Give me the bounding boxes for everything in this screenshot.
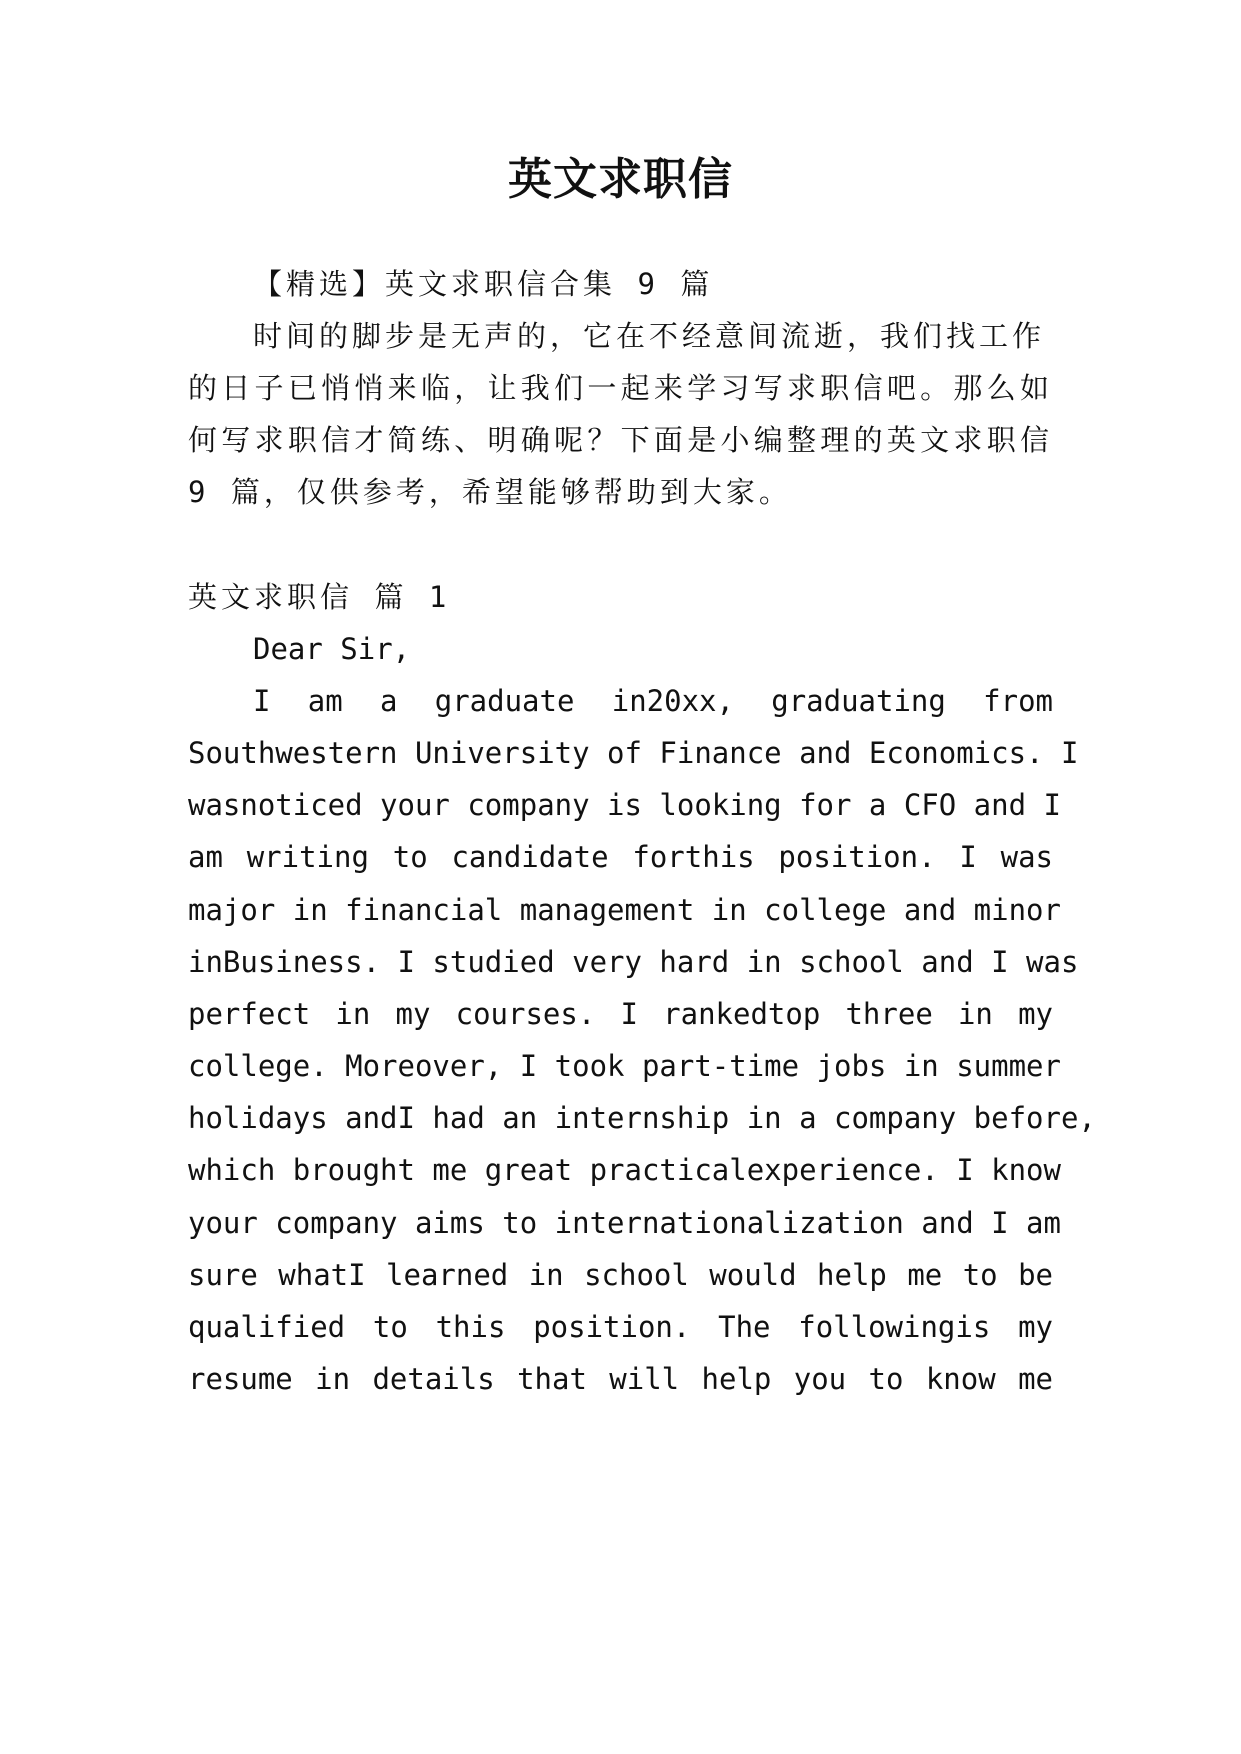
intro-line: 时间的脚步是无声的，它在不经意间流逝，我们找工作 bbox=[253, 319, 1046, 353]
letter-line: sure whatI learned in school would help me to be bbox=[188, 1258, 1053, 1292]
letter-line: your company aims to internationalization and I am bbox=[188, 1206, 1061, 1240]
letter-line: holidays andI had an internship in a company before, bbox=[188, 1101, 1096, 1135]
section-title: 英文求职信 篇 1 bbox=[188, 580, 451, 614]
letter-line: qualified to this position. The followingis my bbox=[188, 1310, 1053, 1344]
letter-line: Southwestern University of Finance and Economics. I bbox=[188, 736, 1079, 770]
letter-line: inBusiness. I studied very hard in school and I was bbox=[188, 945, 1079, 979]
intro-line: 何写求职信才简练、明确呢？下面是小编整理的英文求职信 bbox=[188, 423, 1053, 457]
letter-line: major in financial management in college and minor bbox=[188, 893, 1061, 927]
intro-heading: 【精选】英文求职信合集 9 篇 bbox=[253, 267, 714, 301]
intro-line: 的日子已悄悄来临，让我们一起来学习写求职信吧。那么如 bbox=[188, 371, 1053, 405]
letter-line: wasnoticed your company is looking for a CFO and I bbox=[188, 788, 1061, 822]
letter-line: college. Moreover, I took part-time jobs in summer bbox=[188, 1049, 1061, 1083]
letter-line: which brought me great practicalexperience. I know bbox=[188, 1153, 1061, 1187]
letter-line: am writing to candidate forthis position. I was bbox=[188, 840, 1053, 874]
document-title: 英文求职信 bbox=[508, 154, 733, 205]
letter-line: perfect in my courses. I rankedtop three in my bbox=[188, 997, 1053, 1031]
intro-line: 9 篇，仅供参考，希望能够帮助到大家。 bbox=[188, 475, 792, 509]
letter-line: I am a graduate in20xx, graduating from bbox=[253, 684, 1053, 718]
letter-line: resume in details that will help you to know me bbox=[188, 1362, 1053, 1396]
letter-salutation: Dear Sir, bbox=[253, 632, 411, 666]
